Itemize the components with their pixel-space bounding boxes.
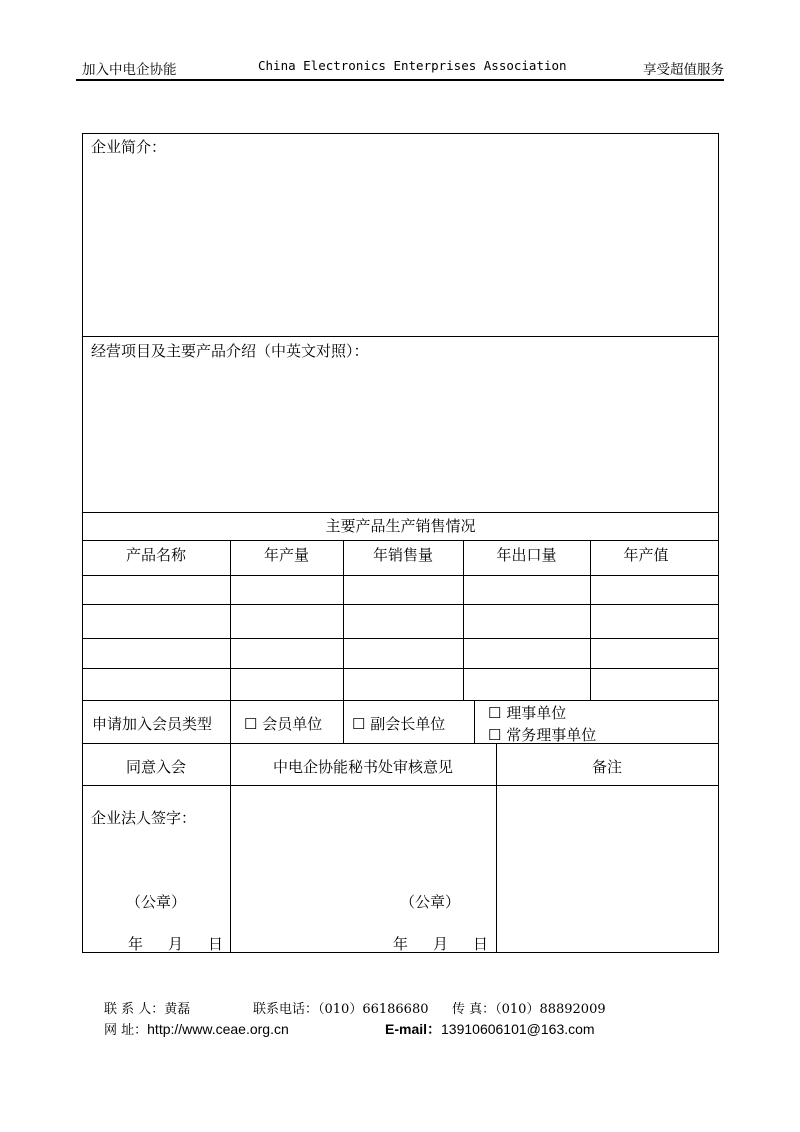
- fax-number: （010）88892009: [495, 1002, 606, 1017]
- col-header-annual-output: 年产量: [263, 546, 309, 564]
- date-month-label: 月: [168, 935, 184, 953]
- company-intro-label: 企业简介：: [91, 138, 167, 156]
- business-products-label: 经营项目及主要产品介绍（中英文对照）：: [91, 342, 369, 360]
- col-header-product-name: 产品名称: [125, 546, 186, 564]
- col-divider: [343, 540, 344, 743]
- col-header-annual-sales: 年销售量: [372, 546, 433, 564]
- row-divider: [82, 575, 719, 576]
- row-divider: [82, 512, 719, 513]
- table-border-top: [82, 133, 719, 134]
- row-divider: [82, 540, 719, 541]
- footer-website: [104, 1019, 289, 1038]
- footer-email: [385, 1019, 595, 1039]
- remarks-label: 备注: [591, 758, 622, 776]
- option-executive-director-unit[interactable]: ☐ 常务理事单位: [488, 726, 597, 744]
- header-rule: [76, 79, 724, 81]
- website-label: 网 址：: [104, 1023, 148, 1038]
- date-year-label: 年: [128, 935, 144, 953]
- header-left-slogan: 加入中电企协能: [82, 62, 177, 78]
- footer-fax: [452, 998, 606, 1017]
- option-director-unit[interactable]: ☐ 理事单位: [488, 704, 567, 722]
- footer-phone: [253, 998, 429, 1017]
- business-products-field[interactable]: [83, 364, 718, 511]
- review-date-year-label: 年: [393, 935, 409, 953]
- row-divider: [82, 700, 719, 701]
- header-right-slogan: 享受超值服务: [643, 62, 724, 78]
- option-vice-president-unit[interactable]: ☐ 副会长单位: [352, 715, 446, 733]
- row-divider: [82, 785, 719, 786]
- contact-label: 联 系 人：: [104, 1002, 165, 1017]
- company-seal-label: （公章）: [126, 893, 187, 911]
- sales-section-title: 主要产品生产销售情况: [325, 517, 476, 535]
- header-association-name: China Electronics Enterprises Association: [258, 58, 567, 73]
- review-date-month-label: 月: [433, 935, 449, 953]
- member-type-label: 申请加入会员类型: [92, 715, 213, 733]
- phone-number: （010）66186680: [318, 1002, 429, 1017]
- footer-contact: [104, 998, 190, 1017]
- agree-join-label: 同意入会: [125, 758, 186, 776]
- option-member-unit[interactable]: ☐ 会员单位: [244, 715, 323, 733]
- col-divider: [474, 700, 475, 743]
- company-intro-field[interactable]: [83, 160, 718, 335]
- fax-label: 传 真：: [452, 1002, 496, 1017]
- row-divider: [82, 638, 719, 639]
- table-border-right: [718, 133, 719, 953]
- row-divider: [82, 604, 719, 605]
- website-link[interactable]: http://www.ceae.org.cn: [147, 1021, 289, 1037]
- col-header-annual-export: 年出口量: [496, 546, 557, 564]
- contact-name: 黄磊: [164, 1002, 191, 1017]
- row-divider: [82, 668, 719, 669]
- email-address[interactable]: 13910606101@163.com: [441, 1021, 595, 1037]
- email-label: E-mail：: [385, 1021, 442, 1037]
- row-divider: [82, 336, 719, 337]
- phone-label: 联系电话：: [253, 1002, 319, 1017]
- col-divider: [230, 540, 231, 743]
- row-divider: [82, 743, 719, 744]
- date-day-label: 日: [208, 935, 224, 953]
- secretariat-review-label: 中电企协能秘书处审核意见: [272, 758, 453, 776]
- legal-rep-signature-label: 企业法人签字：: [91, 809, 197, 827]
- col-header-annual-value: 年产值: [623, 546, 669, 564]
- review-seal-label: （公章）: [400, 893, 461, 911]
- review-date-day-label: 日: [473, 935, 489, 953]
